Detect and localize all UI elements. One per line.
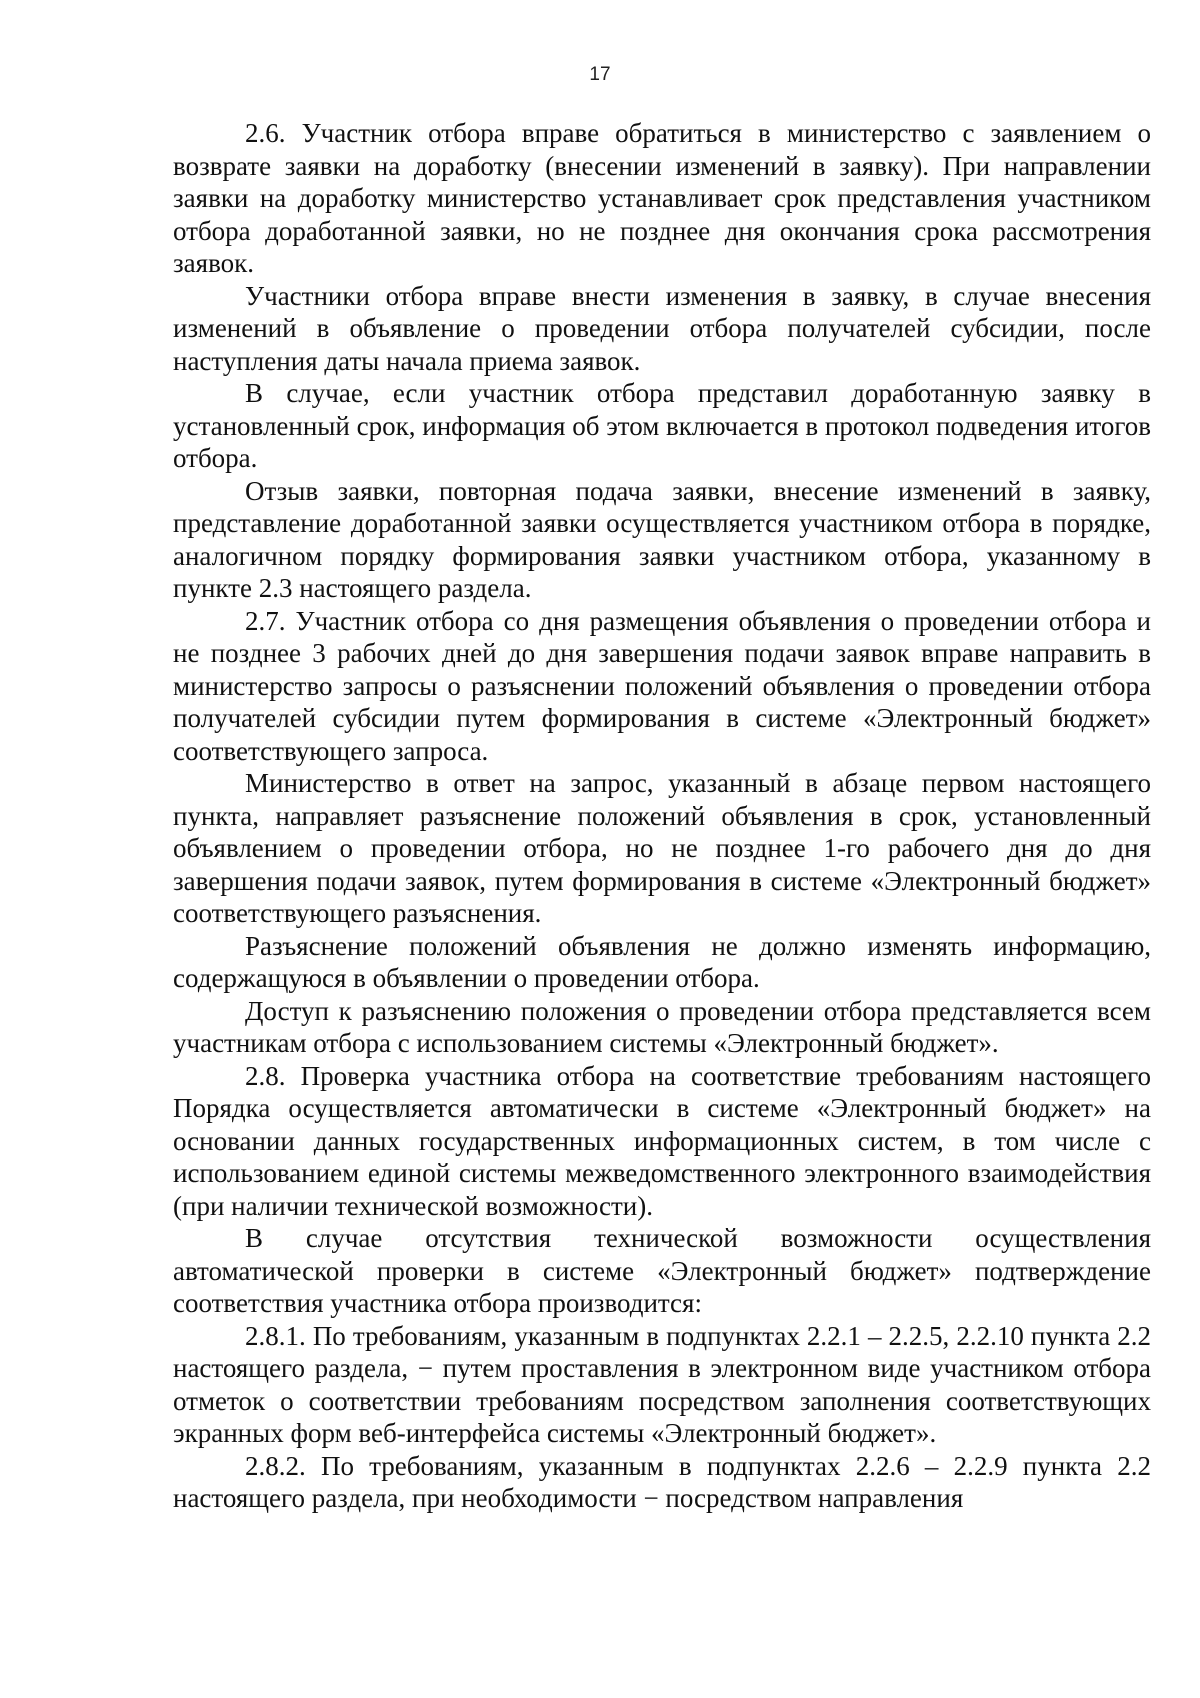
paragraph-clarification-access: Доступ к разъяснению положения о проведении отбора представляется всем участникам отбора с использованием системы «Электронный бюджет». xyxy=(173,995,1151,1058)
paragraph-2-8: 2.8. Проверка участника отбора на соответствие требованиям настоящего Порядка осуществляется автоматически в системе «Электронный бюджет» на основании данных государственных информационных систем, в том числе с использованием единой системы межведомственного электронного взаимодействия (при наличии технической возможности). xyxy=(173,1060,1151,1221)
page-number: 17 xyxy=(589,64,611,85)
paragraph-withdrawal: Отзыв заявки, повторная подача заявки, внесение изменений в заявку, представление доработанной заявки осуществляется участником отбора в порядке, аналогичном порядку формирования заявки участником отбора, указанному в пункте 2.3 настоящего раздела. xyxy=(173,475,1151,603)
paragraph-clarification-limits: Разъяснение положений объявления не должно изменять информацию, содержащуюся в объявлении о проведении отбора. xyxy=(173,930,1151,993)
paragraph-amendments: Участники отбора вправе внести изменения в заявку, в случае внесения изменений в объявление о проведении отбора получателей субсидии, после наступления даты начала приема заявок. xyxy=(173,280,1151,376)
document-body xyxy=(173,117,1151,1515)
paragraph-revised-application: В случае, если участник отбора представил доработанную заявку в установленный срок, информация об этом включается в протокол подведения итогов отбора. xyxy=(173,378,1151,473)
paragraph-2-8-1: 2.8.1. По требованиям, указанным в подпунктах 2.2.1 – 2.2.5, 2.2.10 пункта 2.2 настоящего раздела, − путем проставления в электронном виде участником отбора отметок о соответствии требованиям посредством заполнения соответствующих экранных форм веб-интерфейса системы «Электронный бюджет». xyxy=(173,1320,1151,1448)
paragraph-ministry-response: Министерство в ответ на запрос, указанный в абзаце первом настоящего пункта, направляет разъяснение положений объявления в срок, установленный объявлением о проведении отбора, но не позднее 1-го рабочего дня до дня завершения подачи заявок, путем формирования в системе «Электронный бюджет» соответствующего разъяснения. xyxy=(173,768,1151,928)
paragraph-no-automatic-check: В случае отсутствия технической возможности осуществления автоматической проверки в системе «Электронный бюджет» подтверждение соответствия участника отбора производится: xyxy=(173,1223,1151,1318)
paragraph-2-6: 2.6. Участник отбора вправе обратиться в министерство с заявлением о возврате заявки на доработку (внесении изменений в заявку). При направлении заявки на доработку министерство устанавливает срок представления участником отбора доработанной заявки, но не позднее дня окончания срока рассмотрения заявок. xyxy=(173,118,1151,278)
paragraph-2-8-2: 2.8.2. По требованиям, указанным в подпунктах 2.2.6 – 2.2.9 пункта 2.2 настоящего раздела, при необходимости − посредством направления xyxy=(173,1450,1151,1513)
paragraph-2-7: 2.7. Участник отбора со дня размещения объявления о проведении отбора и не позднее 3 рабочих дней до дня завершения подачи заявок вправе направить в министерство запросы о разъяснении положений объявления о проведении отбора получателей субсидии путем формирования в системе «Электронный бюджет» соответствующего запроса. xyxy=(173,605,1151,766)
